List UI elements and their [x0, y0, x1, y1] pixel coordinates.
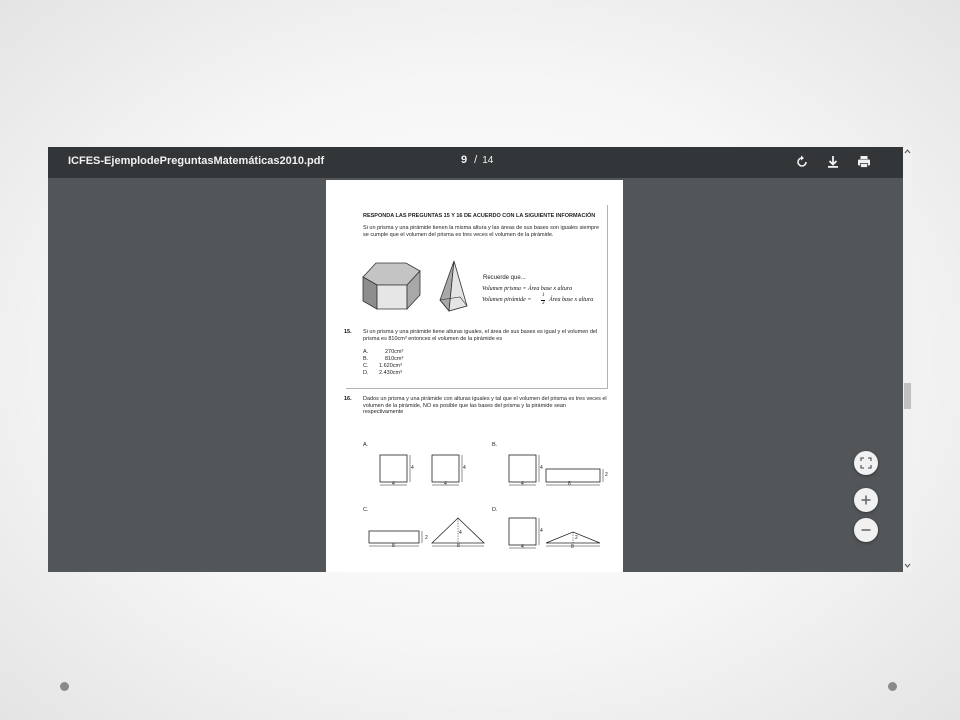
question-16-number: 16.: [344, 396, 352, 402]
option-value: 1.620cm³: [379, 363, 402, 369]
dim-label: 8: [457, 543, 460, 549]
fit-page-icon: [859, 456, 873, 470]
dim-label: 2: [425, 535, 428, 541]
slide-dot-right: [888, 682, 897, 691]
option-letter: C.: [363, 363, 369, 369]
fraction-denominator: 3: [542, 301, 545, 306]
dim-label: 2: [575, 535, 578, 541]
question-15-options: [363, 349, 443, 379]
dim-label: 8: [571, 544, 574, 550]
question-16-text: Dados un prisma y una pirámide con alturas iguales y tal que el volumen del prisma es tres veces el volumen de la pirámide, NO es posible que las bases del prisma y la pirámide sean respectivamente: [363, 396, 607, 415]
zoom-in-button[interactable]: [854, 488, 878, 512]
file-name: ICFES-EjemplodePreguntasMatemáticas2010.pdf: [68, 155, 325, 167]
scroll-down-icon[interactable]: [903, 561, 912, 570]
info-text: Si un prisma y una pirámide tienen la misma altura y las áreas de sus bases son iguales siempre se cumple que el volumen del prisma es tres veces el volumen de la pirámide.: [363, 225, 600, 238]
pdf-page: [326, 180, 623, 572]
current-page-input[interactable]: 9: [461, 154, 468, 166]
zoom-in-icon: [859, 493, 873, 507]
fraction-numerator: 1: [542, 293, 545, 298]
option-b-figure: [503, 451, 608, 489]
vertical-scrollbar[interactable]: [903, 147, 912, 572]
option-c-figure: [366, 514, 486, 554]
formula-prism: Volumen prisma = Área base x altura: [482, 286, 573, 292]
hexagonal-prism-figure: [361, 260, 423, 312]
formula-pyramid-left: Volumen pirámide =: [482, 297, 532, 303]
dim-label: 4: [459, 530, 462, 536]
scroll-up-icon[interactable]: [903, 147, 912, 156]
zoom-out-icon: [859, 523, 873, 537]
page-separator: /: [474, 154, 478, 166]
dim-label: 8: [392, 543, 395, 549]
q16-option-a-letter: A.: [363, 442, 369, 448]
download-icon[interactable]: [824, 153, 842, 171]
dim-label: 4: [444, 481, 447, 487]
formula-pyramid-right: Área base x altura: [549, 297, 594, 303]
pyramid-figure: [437, 259, 471, 313]
formula-pyramid: [482, 294, 612, 308]
option-value: 2.430cm³: [379, 370, 402, 376]
option-letter: D.: [363, 370, 369, 376]
total-pages: 14: [482, 155, 494, 166]
dim-label: 4: [392, 481, 395, 487]
option-d-figure: [503, 514, 613, 554]
option-value: 270cm³: [385, 349, 404, 355]
print-icon[interactable]: [855, 153, 873, 171]
page-indicator: [461, 154, 493, 166]
q16-option-b-letter: B.: [492, 442, 498, 448]
scrollbar-thumb[interactable]: [904, 383, 911, 409]
option-letter: B.: [363, 356, 369, 362]
rotate-icon[interactable]: [793, 153, 811, 171]
question-15-number: 15.: [344, 329, 352, 335]
zoom-out-button[interactable]: [854, 518, 878, 542]
fit-page-button[interactable]: [854, 451, 878, 475]
option-a-figure: [374, 451, 469, 489]
slide-dot-left: [60, 682, 69, 691]
dim-label: 4: [463, 465, 466, 471]
dim-label: 4: [521, 481, 524, 487]
dim-label: 2: [605, 472, 608, 478]
option-value: 810cm³: [385, 356, 404, 362]
q16-option-c-letter: C.: [363, 507, 369, 513]
option-letter: A.: [363, 349, 369, 355]
question-15-text: Si un prisma y una pirámide tiene alturas iguales, el área de sus bases es igual y el volumen del prisma es 810cm³ entonces el volumen de la pirámide es: [363, 329, 598, 342]
q16-option-d-letter: D.: [492, 507, 498, 513]
instruction-heading: RESPONDA LAS PREGUNTAS 15 Y 16 DE ACUERDO CON LA SIGUIENTE INFORMACIÓN: [363, 213, 596, 219]
pdf-viewer: [48, 147, 912, 572]
dim-label: 4: [540, 528, 543, 534]
dim-label: 8: [568, 481, 571, 487]
dim-label: 4: [540, 465, 543, 471]
reminder-title: Recuerde que...: [483, 275, 526, 281]
viewer-toolbar: [48, 147, 903, 178]
dim-label: 4: [411, 465, 414, 471]
dim-label: 4: [521, 544, 524, 550]
